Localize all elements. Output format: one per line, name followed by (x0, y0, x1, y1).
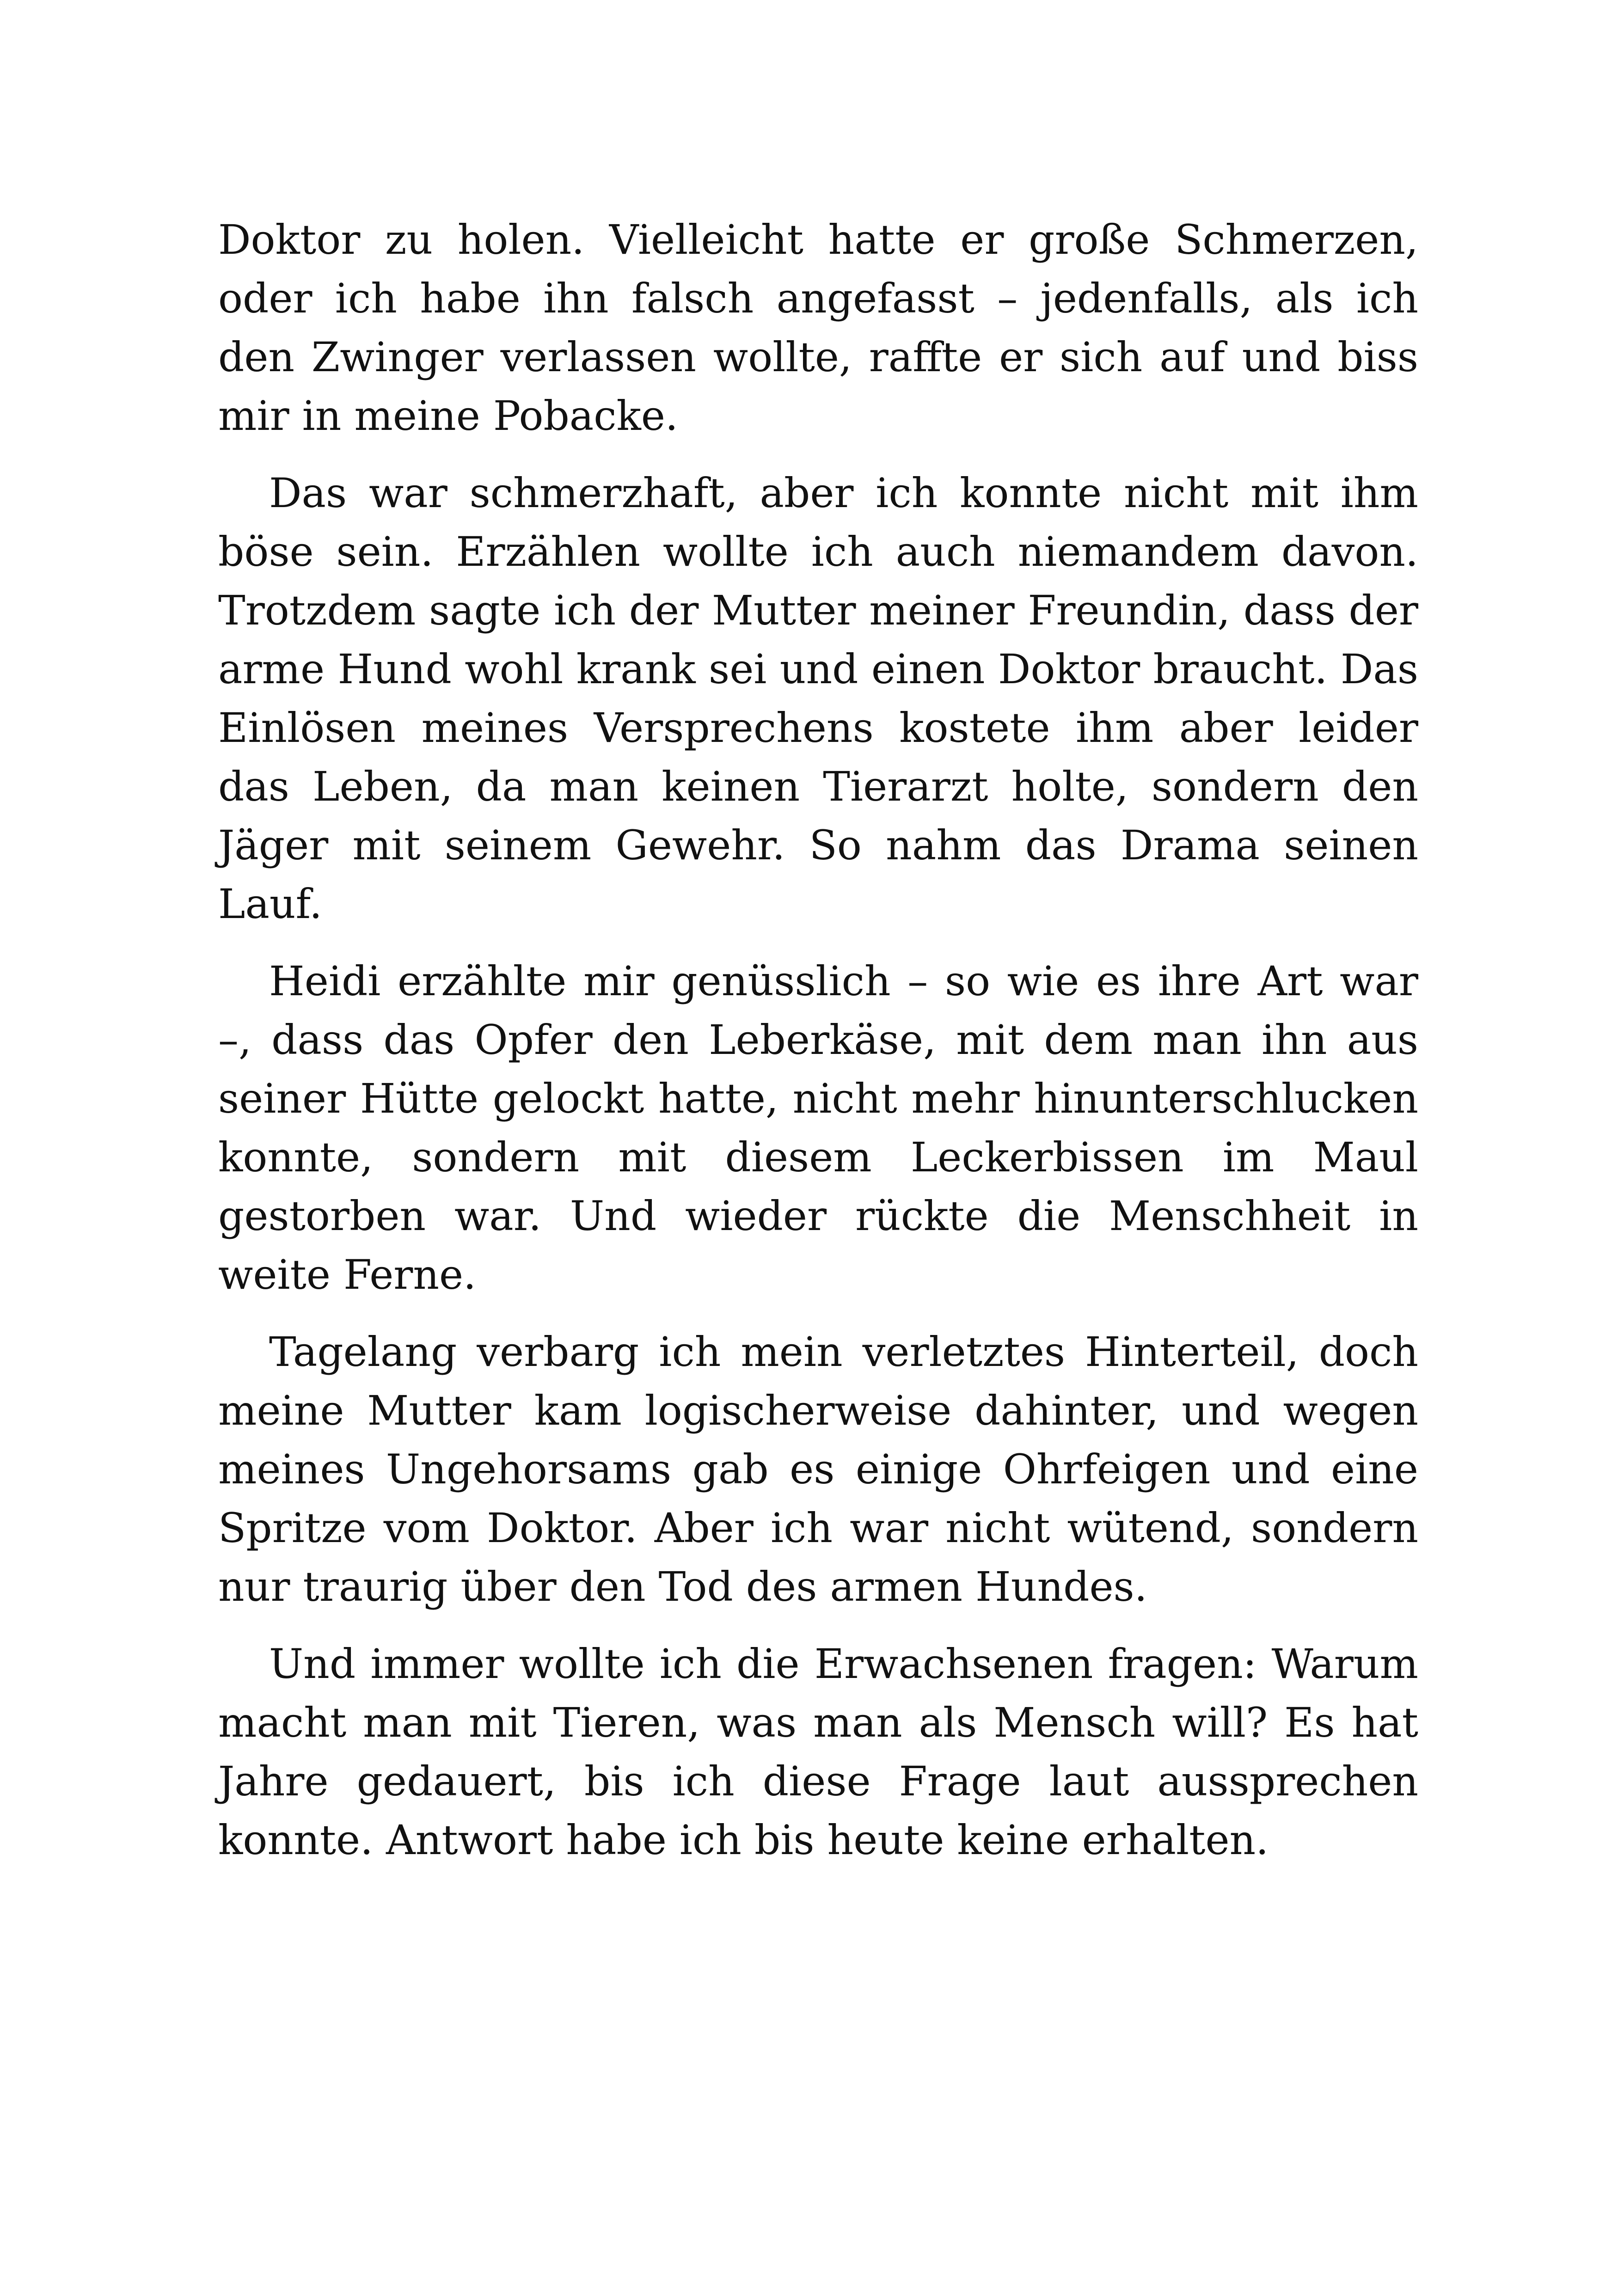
paragraph-5: Und immer wollte ich die Erwachsenen fragen: Warum macht man mit Tieren, was man als Mensch will? Es hat Jahre gedauert, bis ich diese Frage laut aussprechen konnte. Antwort habe ich bis heute keine erhalten. (218, 1640, 1418, 1864)
paragraph-3: Heidi erzählte mir genüsslich – so wie es ihre Art war –, dass das Opfer den Leberkäse, mit dem man ihn aus seiner Hütte gelockt hatte, nicht mehr hinunterschlucken konnte, sondern mit diesem Leckerbissen im Maul gestorben war. Und wieder rückte die Menschheit in weite Ferne. (218, 957, 1418, 1298)
paragraph-4: Tagelang verbarg ich mein verletztes Hinterteil, doch meine Mutter kam logischerweise dahinter, und wegen meines Ungehorsams gab es einige Ohrfeigen und eine Spritze vom Doktor. Aber ich war nicht wütend, sondern nur traurig über den Tod des armen Hundes. (218, 1328, 1418, 1610)
body-text (218, 210, 1418, 1888)
paragraph-2: Das war schmerzhaft, aber ich konnte nicht mit ihm böse sein. Erzählen wollte ich auch niemandem davon. Trotzdem sagte ich der Mutter meiner Freundin, dass der arme Hund wohl krank sei und einen Doktor braucht. Das Einlösen meines Versprechens kostete ihm aber leider das Leben, da man keinen Tierarzt holte, sondern den Jäger mit seinem Gewehr. So nahm das Drama seinen Lauf. (218, 469, 1418, 928)
paragraph-1: Doktor zu holen. Vielleicht hatte er große Schmerzen, oder ich habe ihn falsch angefasst – jedenfalls, als ich den Zwinger verlassen wollte, raffte er sich auf und biss mir in meine Pobacke. (218, 216, 1418, 440)
